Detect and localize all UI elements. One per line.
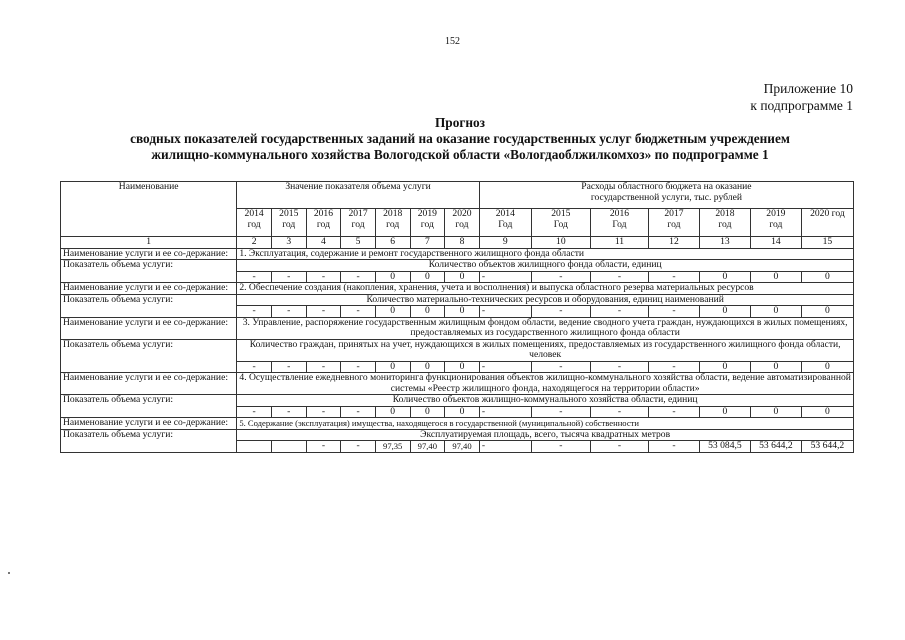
header-budget-line-2: государственной услуги, тыс. рублей [590, 191, 742, 203]
column-number: 11 [590, 237, 648, 249]
value-cell [271, 441, 306, 453]
header-budget-year-last: 2020 год [801, 209, 853, 237]
year-unit: год [386, 218, 400, 230]
header-volume-year [341, 209, 376, 237]
indicator-row [61, 260, 854, 272]
header-budget-line-1: Расходы областного бюджета на оказание [581, 181, 752, 192]
value-cell: - [590, 406, 648, 418]
column-number: 15 [801, 237, 853, 249]
year-value: 2018 [383, 208, 403, 219]
value-cell: - [341, 406, 376, 418]
header-volume-year [237, 209, 272, 237]
year-unit: Год [498, 218, 513, 230]
value-cell: 97,35 [375, 441, 410, 453]
year-unit: Год [612, 218, 627, 230]
value-cell: 0 [410, 361, 445, 373]
year-value: 2017 [348, 208, 368, 219]
value-cell: - [341, 271, 376, 283]
value-cell: 0 [750, 406, 801, 418]
column-number: 13 [699, 237, 750, 249]
value-cell: - [306, 271, 341, 283]
service-row [61, 283, 854, 295]
year-value: 2019 [417, 208, 437, 219]
year-value: 2016 [609, 208, 630, 219]
column-number: 9 [479, 237, 531, 249]
value-cell: 0 [750, 271, 801, 283]
value-cell: 0 [750, 306, 801, 318]
value-cell: 0 [445, 306, 480, 318]
indicator-description: Количество объектов жилищного фонда области, единиц [237, 260, 854, 272]
value-cell: 0 [699, 361, 750, 373]
column-number: 8 [445, 237, 480, 249]
service-label: Наименование услуги и ее со-держание: [61, 248, 237, 260]
year-unit: год [247, 218, 261, 230]
header-budget-year [648, 209, 699, 237]
value-cell: 0 [445, 271, 480, 283]
header-volume-year [410, 209, 445, 237]
value-cell: 97,40 [445, 441, 480, 453]
value-cell: 0 [375, 306, 410, 318]
value-cell: - [531, 361, 590, 373]
year-unit: год [282, 218, 296, 230]
value-cell: 0 [801, 406, 853, 418]
year-unit: год [455, 218, 469, 230]
value-cell: 0 [375, 406, 410, 418]
value-cell: - [531, 306, 590, 318]
service-description: 5. Содержание (эксплуатация) имущества, находящегося в государственной (муниципальной) собственности [237, 418, 854, 430]
indicator-row [61, 429, 854, 441]
value-cell: - [479, 306, 531, 318]
value-cell: - [306, 406, 341, 418]
value-cell: 53 644,2 [801, 441, 853, 453]
value-cell: 0 [445, 406, 480, 418]
header-volume-year [271, 209, 306, 237]
column-number: 1 [61, 237, 237, 249]
column-number: 10 [531, 237, 590, 249]
value-cell: 0 [410, 306, 445, 318]
value-cell: 53 644,2 [750, 441, 801, 453]
header-volume-year [445, 209, 480, 237]
value-cell: 0 [375, 271, 410, 283]
year-value: 2020 [452, 208, 472, 219]
appendix-note [750, 80, 853, 114]
value-cell: 0 [410, 271, 445, 283]
appendix-line-2: к подпрограмме 1 [750, 98, 853, 113]
value-cell: - [237, 361, 272, 373]
year-unit: год [351, 218, 365, 230]
service-label: Наименование услуги и ее со-держание: [61, 418, 237, 430]
service-label: Наименование услуги и ее со-держание: [61, 283, 237, 295]
value-cell: - [590, 441, 648, 453]
heading-line-1: сводных показателей государственных заданий на оказание государственных услуг бюджетным учреждением [130, 131, 790, 146]
value-cell: - [237, 406, 272, 418]
value-cell: - [479, 271, 531, 283]
value-cell: - [648, 406, 699, 418]
column-number: 7 [410, 237, 445, 249]
service-label: Наименование услуги и ее со-держание: [61, 317, 237, 339]
header-budget-year [479, 209, 531, 237]
value-cell: 0 [801, 306, 853, 318]
column-number: 14 [750, 237, 801, 249]
value-cell: 0 [699, 271, 750, 283]
header-budget-year [699, 209, 750, 237]
year-value: 2017 [664, 208, 684, 219]
heading-line-2: жилищно-коммунального хозяйства Вологодской области «Вологдаоблжилкомхоз» по подпрограмме 1 [151, 147, 769, 162]
forecast-table [60, 181, 854, 453]
header-volume-year [375, 209, 410, 237]
service-row [61, 248, 854, 260]
indicator-label: Показатель объема услуги: [61, 429, 237, 452]
value-cell: - [479, 406, 531, 418]
value-cell: - [306, 441, 341, 453]
value-cell: - [590, 271, 648, 283]
value-cell: 0 [445, 361, 480, 373]
value-cell: 0 [801, 271, 853, 283]
header-volume-year [306, 209, 341, 237]
value-cell: - [271, 306, 306, 318]
year-value: 2014 [495, 208, 515, 219]
value-cell [237, 441, 272, 453]
value-cell: - [237, 271, 272, 283]
service-label: Наименование услуги и ее со-держание: [61, 373, 237, 395]
indicator-description: Эксплуатируемая площадь, всего, тысяча квадратных метров [237, 429, 854, 441]
heading-title: Прогноз [434, 115, 486, 130]
value-cell: 0 [375, 361, 410, 373]
value-cell: - [648, 361, 699, 373]
year-unit: год [316, 218, 330, 230]
header-name: Наименование [61, 182, 237, 237]
column-number: 3 [271, 237, 306, 249]
page-number: 152 [445, 36, 460, 47]
service-description: 2. Обеспечение создания (накопления, хранения, учета и восполнения) и выпуска областного резерва материальных ресурсов [237, 283, 854, 295]
year-value: 2015 [279, 208, 299, 219]
value-cell: - [341, 361, 376, 373]
indicator-row [61, 294, 854, 306]
header-budget-year [590, 209, 648, 237]
service-row [61, 317, 854, 339]
indicator-label: Показатель объема услуги: [61, 260, 237, 283]
value-cell: - [341, 306, 376, 318]
service-description: 4. Осуществление ежедневного мониторинга функционирования объектов жилищно-коммунального хозяйства области, ведение автоматизированной системы «Реестр жилищного фонда, находящегося на территории области» [237, 373, 854, 395]
value-cell: - [341, 441, 376, 453]
value-cell: - [648, 441, 699, 453]
year-value: 2019 [766, 208, 786, 219]
column-number: 2 [237, 237, 272, 249]
header-budget-year [750, 209, 801, 237]
year-value: 2015 [551, 208, 571, 219]
value-cell: - [237, 306, 272, 318]
value-cell: - [590, 306, 648, 318]
value-cell: 53 084,5 [699, 441, 750, 453]
value-cell: - [648, 271, 699, 283]
value-cell: 97,40 [410, 441, 445, 453]
service-row [61, 418, 854, 430]
value-cell: - [479, 441, 531, 453]
year-unit: Год [553, 218, 568, 230]
indicator-description: Количество объектов жилищно-коммунального хозяйства области, единиц [237, 395, 854, 407]
value-cell: - [648, 306, 699, 318]
year-value: 2016 [313, 208, 333, 219]
year-value: 2018 [715, 208, 735, 219]
value-cell: 0 [801, 361, 853, 373]
value-cell: - [531, 441, 590, 453]
value-cell: - [271, 406, 306, 418]
header-budget-year [531, 209, 590, 237]
column-number: 6 [375, 237, 410, 249]
year-unit: год [769, 218, 783, 230]
service-row [61, 373, 854, 395]
value-cell: 0 [699, 306, 750, 318]
value-cell: 0 [699, 406, 750, 418]
indicator-label: Показатель объема услуги: [61, 294, 237, 317]
value-cell: - [590, 361, 648, 373]
value-cell: - [479, 361, 531, 373]
indicator-row [61, 339, 854, 361]
header-volume-group: Значение показателя объема услуги [237, 182, 480, 209]
header-budget-group [479, 182, 853, 209]
indicator-description: Количество граждан, принятых на учет, нуждающихся в жилых помещениях, предоставляемых из государственного жилищного фонда области, человек [237, 339, 854, 361]
value-cell: - [271, 271, 306, 283]
column-number: 4 [306, 237, 341, 249]
appendix-line-1: Приложение 10 [763, 81, 853, 96]
value-cell: 0 [750, 361, 801, 373]
service-description: 1. Эксплуатация, содержание и ремонт государственного жилищного фонда области [237, 248, 854, 260]
value-cell: - [531, 271, 590, 283]
column-number: 5 [341, 237, 376, 249]
year-unit: год [420, 218, 434, 230]
indicator-label: Показатель объема услуги: [61, 339, 237, 373]
value-cell: 0 [410, 406, 445, 418]
indicator-description: Количество материально-технических ресурсов и оборудования, единиц наименований [237, 294, 854, 306]
value-cell: - [271, 361, 306, 373]
year-unit: год [667, 218, 681, 230]
scan-mark [8, 572, 10, 574]
indicator-label: Показатель объема услуги: [61, 395, 237, 418]
year-value: 2014 [244, 208, 264, 219]
year-unit: год [718, 218, 732, 230]
value-cell: - [306, 306, 341, 318]
indicator-row [61, 395, 854, 407]
value-cell: - [531, 406, 590, 418]
document-heading [60, 115, 860, 163]
column-number: 12 [648, 237, 699, 249]
service-description: 3. Управление, распоряжение государственным жилищным фондом области, ведение сводного учета граждан, нуждающихся в жилых помещениях, предоставляемых из государственного жилищного фонда области [237, 317, 854, 339]
value-cell: - [306, 361, 341, 373]
